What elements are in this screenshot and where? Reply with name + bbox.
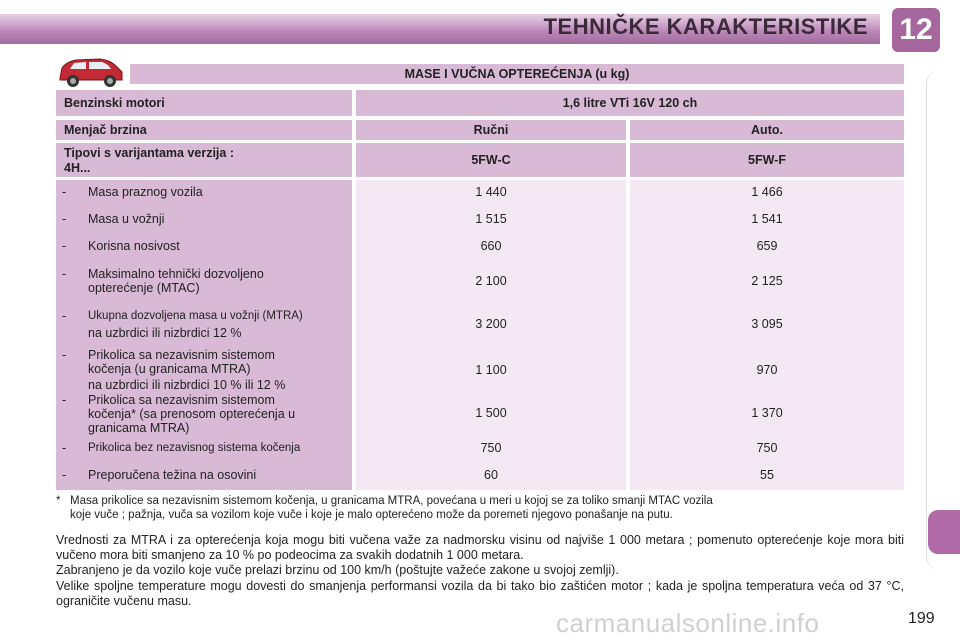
- engine-label: Benzinski motori: [64, 96, 165, 110]
- paragraph: Vrednosti za MTRA i za opterećenja koja mogu biti vučena važe za nadmorsku visinu od najviše 1 000 metara ; pomenuto opterećenje koje mora biti vučeno mora biti smanjeno za 10 % po podeocima za svakih dodatnih 1 000 metara.: [56, 533, 904, 562]
- table-cell-auto: 970: [756, 363, 778, 377]
- gearbox-label: Menjač brzina: [64, 123, 147, 137]
- page-number: 199: [908, 610, 935, 627]
- table-cell-auto: 1 541: [751, 212, 783, 226]
- types-label-cell: [56, 143, 352, 177]
- types-label-line2: 4H...: [64, 161, 91, 175]
- side-edge: [926, 70, 960, 570]
- table-cell-auto: 1 370: [751, 406, 783, 420]
- table-cell-auto: 1 466: [751, 185, 783, 199]
- chapter-badge: 12: [892, 8, 940, 52]
- paragraph: Zabranjeno je da vozilo koje vuče prelazi brzinu od 100 km/h (poštujte važeće zakone u svojoj zemlji).: [56, 563, 619, 577]
- table-cell-manual: 1 515: [475, 212, 507, 226]
- watermark: carmanualsonline.info: [556, 608, 820, 638]
- paragraph: Velike spoljne temperature mogu dovesti do smanjenja performansi vozila da bi tako bio zaštićen motor ; kada je spoljna temperatura veća od 37 °C, ograničite vučenu masu.: [56, 579, 904, 608]
- type-manual: 5FW-C: [471, 153, 511, 167]
- table-cell-manual: 60: [484, 468, 498, 482]
- table-cell-manual: 1 100: [475, 363, 507, 377]
- gearbox-manual-cell: [356, 120, 626, 140]
- table-cell-auto: 750: [756, 441, 778, 455]
- footnote-star: *: [56, 495, 61, 507]
- table-cell-auto: 55: [760, 468, 774, 482]
- gearbox-auto-cell: [630, 120, 904, 140]
- gearbox-manual: Ručni: [473, 123, 509, 137]
- footnote-line1: Masa prikolice sa nezavisnim sistemom kočenja, u granicama MTRA, povećana u meri u kojoj se za toliko smanji MTAC vozila: [70, 495, 713, 507]
- engine-value: 1,6 litre VTi 16V 120 ch: [562, 96, 698, 110]
- gearbox-label-cell: [56, 120, 352, 140]
- table-cell-manual: 1 440: [475, 185, 507, 199]
- type-manual-cell: [356, 143, 626, 177]
- gearbox-auto: Auto.: [751, 123, 783, 137]
- types-label-line1: Tipovi s varijantama verzija :: [64, 146, 234, 160]
- footnote-line2: koje vuče ; pažnja, vuča sa vozilom koje vuče i koje je malo opterećeno može da poremeti njegovo ponašanje na putu.: [70, 509, 673, 521]
- table-cell-auto: 659: [756, 239, 778, 253]
- type-auto: 5FW-F: [748, 153, 786, 167]
- table-cell-manual: 1 500: [475, 406, 507, 420]
- table-cell-auto: 3 095: [751, 317, 783, 331]
- table-cell-manual: 3 200: [475, 317, 507, 331]
- table-cell-manual: 660: [480, 239, 502, 253]
- car-icon: [56, 54, 126, 88]
- table-cell-manual: 2 100: [475, 274, 507, 288]
- table-cell-manual: 750: [480, 441, 502, 455]
- table-cell-auto: 2 125: [751, 274, 783, 288]
- table-title: MASE I VUČNA OPTEREĆENJA (u kg): [130, 64, 904, 84]
- page-title: TEHNIČKE KARAKTERISTIKE: [543, 14, 868, 39]
- type-auto-cell: [630, 143, 904, 177]
- engine-label-cell: [56, 90, 352, 116]
- engine-value-cell: [356, 90, 904, 116]
- chapter-side-tab: [928, 510, 960, 554]
- page-header: [0, 0, 960, 52]
